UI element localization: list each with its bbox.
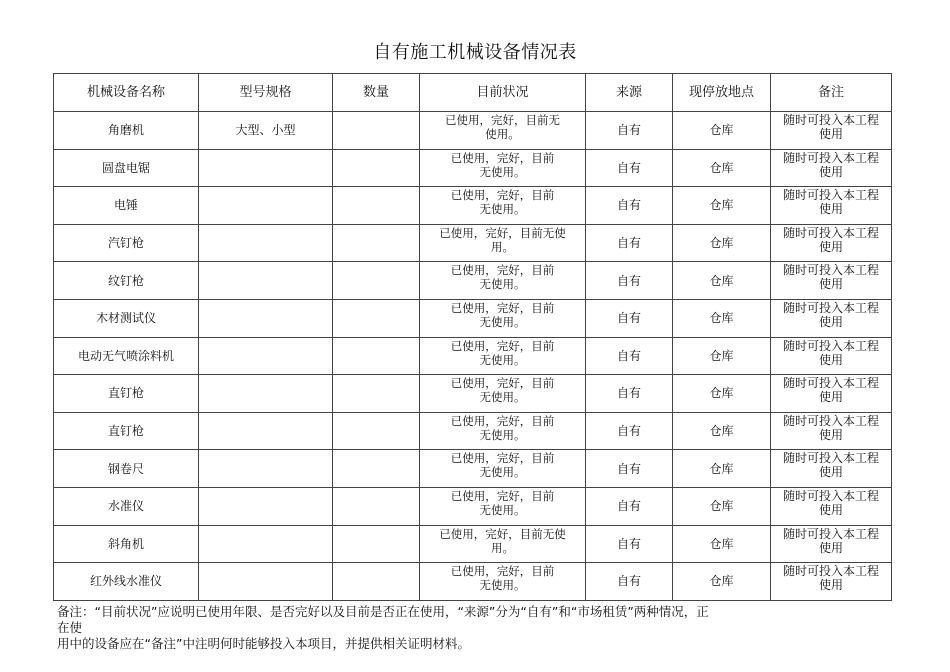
- source-cell: 自有: [586, 187, 673, 225]
- note-cell-line: 使用: [818, 578, 843, 593]
- status-cell-line: 用。: [491, 239, 514, 254]
- source-cell: 自有: [586, 149, 673, 187]
- location-cell: 仓库: [673, 224, 771, 262]
- spec-cell: [199, 224, 333, 262]
- note-cell-line: 随时可投入本工程: [782, 488, 879, 503]
- status-cell: [420, 262, 586, 300]
- quantity-cell: [333, 187, 420, 225]
- status-cell-line: 使用。: [485, 127, 520, 141]
- source-cell: 自有: [586, 224, 673, 262]
- source-cell: 自有: [586, 563, 673, 601]
- spec-cell: [199, 525, 333, 563]
- note-cell: [771, 563, 892, 601]
- status-cell: [420, 299, 586, 337]
- note-cell-line: 使用: [818, 164, 843, 179]
- spec-cell: 大型、小型: [199, 112, 333, 150]
- table-body: [54, 112, 892, 601]
- note-cell-line: 使用: [818, 465, 843, 480]
- spec-cell: [199, 149, 333, 187]
- spec-cell: [199, 262, 333, 300]
- note-cell-line: 随时可投入本工程: [782, 564, 879, 579]
- status-cell-line: 已使用，完好，目前: [450, 451, 555, 466]
- status-cell-line: 已使用，完好，目前: [450, 150, 555, 165]
- location-cell: 仓库: [673, 525, 771, 563]
- note-cell-line: 随时可投入本工程: [782, 413, 879, 428]
- equipment-name-cell: 斜角机: [54, 525, 199, 563]
- equipment-name-cell: 直钉枪: [54, 412, 199, 450]
- status-cell-line: 无使用。: [479, 164, 526, 179]
- note-cell-line: 使用: [818, 277, 843, 292]
- location-cell: 仓库: [673, 149, 771, 187]
- status-cell-line: 已使用，完好，目前: [450, 300, 555, 315]
- status-cell: [420, 337, 586, 375]
- footnote-line: 备注：“目前状况”应说明已使用年限、是否完好以及目前是否正在使用，“来源”分为“自有”和“市场租赁”两种情况，正: [57, 604, 709, 619]
- footnote-line: 在使: [57, 620, 83, 635]
- note-cell: [771, 149, 892, 187]
- source-cell: 自有: [586, 375, 673, 413]
- status-cell: [420, 112, 586, 150]
- note-cell-line: 随时可投入本工程: [782, 263, 879, 278]
- note-cell-line: 随时可投入本工程: [782, 113, 879, 127]
- note-cell-line: 使用: [818, 540, 843, 555]
- note-cell: [771, 375, 892, 413]
- quantity-cell: [333, 224, 420, 262]
- status-cell-line: 已使用，完好，目前无使: [439, 225, 566, 240]
- note-cell-line: 随时可投入本工程: [782, 225, 879, 240]
- spec-cell: [199, 375, 333, 413]
- equipment-name-cell: 圆盘电锯: [54, 149, 199, 187]
- footnote: [57, 604, 877, 652]
- note-cell-line: 使用: [818, 427, 843, 442]
- note-cell-line: 随时可投入本工程: [782, 150, 879, 165]
- note-cell-line: 随时可投入本工程: [782, 300, 879, 315]
- source-cell: 自有: [586, 525, 673, 563]
- note-cell: [771, 450, 892, 488]
- status-cell: [420, 224, 586, 262]
- table-header: [54, 74, 892, 112]
- note-cell-line: 使用: [818, 239, 843, 254]
- status-cell: [420, 487, 586, 525]
- table-row: [54, 262, 892, 300]
- source-cell: 自有: [586, 450, 673, 488]
- status-cell-line: 已使用，完好，目前无使: [439, 526, 566, 541]
- quantity-cell: [333, 525, 420, 563]
- spec-cell: [199, 450, 333, 488]
- equipment-name-cell: 电锤: [54, 187, 199, 225]
- equipment-name-cell: 纹钉枪: [54, 262, 199, 300]
- status-cell-line: 无使用。: [479, 352, 526, 367]
- note-cell-line: 使用: [818, 202, 843, 217]
- source-cell: 自有: [586, 112, 673, 150]
- quantity-cell: [333, 299, 420, 337]
- location-cell: 仓库: [673, 412, 771, 450]
- note-cell-line: 随时可投入本工程: [782, 451, 879, 466]
- equipment-name-cell: 木材测试仪: [54, 299, 199, 337]
- location-cell: 仓库: [673, 450, 771, 488]
- status-cell-line: 无使用。: [479, 427, 526, 442]
- status-cell-line: 无使用。: [479, 277, 526, 292]
- note-cell-line: 随时可投入本工程: [782, 376, 879, 391]
- status-cell-line: 已使用，完好，目前: [450, 488, 555, 503]
- table-row: [54, 187, 892, 225]
- table-row: [54, 487, 892, 525]
- source-cell: 自有: [586, 299, 673, 337]
- note-cell: [771, 337, 892, 375]
- table-row: [54, 450, 892, 488]
- status-cell-line: 已使用，完好，目前: [450, 263, 555, 278]
- status-cell-line: 无使用。: [479, 465, 526, 480]
- equipment-name-cell: 角磨机: [54, 112, 199, 150]
- quantity-cell: [333, 487, 420, 525]
- quantity-cell: [333, 337, 420, 375]
- note-cell-line: 使用: [818, 352, 843, 367]
- footnote-line: 用中的设备应在“备注”中注明何时能够投入本项目，并提供相关证明材料。: [57, 636, 470, 651]
- column-header-location: 现停放地点: [673, 74, 771, 112]
- note-cell: [771, 224, 892, 262]
- note-cell-line: 随时可投入本工程: [782, 526, 879, 541]
- status-cell-line: 无使用。: [479, 314, 526, 329]
- status-cell: [420, 375, 586, 413]
- location-cell: 仓库: [673, 563, 771, 601]
- column-header-source: 来源: [586, 74, 673, 112]
- header-row: [54, 74, 892, 112]
- note-cell-line: 使用: [818, 502, 843, 517]
- status-cell-line: 无使用。: [479, 578, 526, 593]
- table-row: [54, 112, 892, 150]
- spec-cell: [199, 412, 333, 450]
- status-cell: [420, 149, 586, 187]
- note-cell-line: 使用: [818, 127, 843, 141]
- equipment-name-cell: 红外线水准仪: [54, 563, 199, 601]
- note-cell: [771, 262, 892, 300]
- source-cell: 自有: [586, 412, 673, 450]
- table-row: [54, 224, 892, 262]
- location-cell: 仓库: [673, 187, 771, 225]
- status-cell: [420, 187, 586, 225]
- spec-cell: [199, 563, 333, 601]
- location-cell: 仓库: [673, 487, 771, 525]
- note-cell: [771, 487, 892, 525]
- status-cell: [420, 525, 586, 563]
- page-title: 自有施工机械设备情况表: [373, 42, 577, 63]
- column-header-status: 目前状况: [420, 74, 586, 112]
- location-cell: 仓库: [673, 337, 771, 375]
- note-cell: [771, 187, 892, 225]
- status-cell: [420, 412, 586, 450]
- column-header-note: 备注: [771, 74, 892, 112]
- quantity-cell: [333, 450, 420, 488]
- spec-cell: [199, 487, 333, 525]
- note-cell: [771, 299, 892, 337]
- status-cell: [420, 563, 586, 601]
- table-row: [54, 299, 892, 337]
- location-cell: 仓库: [673, 375, 771, 413]
- status-cell-line: 无使用。: [479, 390, 526, 405]
- quantity-cell: [333, 112, 420, 150]
- equipment-name-cell: 钢卷尺: [54, 450, 199, 488]
- quantity-cell: [333, 375, 420, 413]
- table-row: [54, 412, 892, 450]
- spec-cell: [199, 187, 333, 225]
- status-cell: [420, 450, 586, 488]
- quantity-cell: [333, 563, 420, 601]
- equipment-name-cell: 直钉枪: [54, 375, 199, 413]
- equipment-name-cell: 汽钉枪: [54, 224, 199, 262]
- note-cell: [771, 525, 892, 563]
- location-cell: 仓库: [673, 299, 771, 337]
- status-cell-line: 已使用，完好，目前: [450, 376, 555, 391]
- status-cell-line: 已使用，完好，目前: [450, 338, 555, 353]
- status-cell-line: 已使用，完好，目前: [450, 413, 555, 428]
- note-cell-line: 使用: [818, 314, 843, 329]
- note-cell: [771, 112, 892, 150]
- source-cell: 自有: [586, 337, 673, 375]
- table-row: [54, 149, 892, 187]
- table-row: [54, 563, 892, 601]
- status-cell-line: 已使用，完好，目前: [450, 564, 555, 579]
- location-cell: 仓库: [673, 262, 771, 300]
- status-cell-line: 无使用。: [479, 502, 526, 517]
- table-row: [54, 525, 892, 563]
- equipment-name-cell: 电动无气喷涂料机: [54, 337, 199, 375]
- spec-cell: [199, 299, 333, 337]
- quantity-cell: [333, 262, 420, 300]
- column-header-name: 机械设备名称: [54, 74, 199, 112]
- note-cell-line: 随时可投入本工程: [782, 338, 879, 353]
- status-cell-line: 已使用，完好，目前无: [445, 113, 560, 127]
- status-cell-line: 无使用。: [479, 202, 526, 217]
- spec-cell: [199, 337, 333, 375]
- column-header-spec: 型号规格: [199, 74, 333, 112]
- quantity-cell: [333, 149, 420, 187]
- location-cell: 仓库: [673, 112, 771, 150]
- status-cell-line: 已使用，完好，目前: [450, 188, 555, 203]
- note-cell-line: 随时可投入本工程: [782, 188, 879, 203]
- table-row: [54, 375, 892, 413]
- equipment-name-cell: 水准仪: [54, 487, 199, 525]
- source-cell: 自有: [586, 262, 673, 300]
- source-cell: 自有: [586, 487, 673, 525]
- equipment-table: [53, 73, 892, 601]
- note-cell: [771, 412, 892, 450]
- column-header-quantity: 数量: [333, 74, 420, 112]
- table-row: [54, 337, 892, 375]
- status-cell-line: 用。: [491, 540, 514, 555]
- note-cell-line: 使用: [818, 390, 843, 405]
- quantity-cell: [333, 412, 420, 450]
